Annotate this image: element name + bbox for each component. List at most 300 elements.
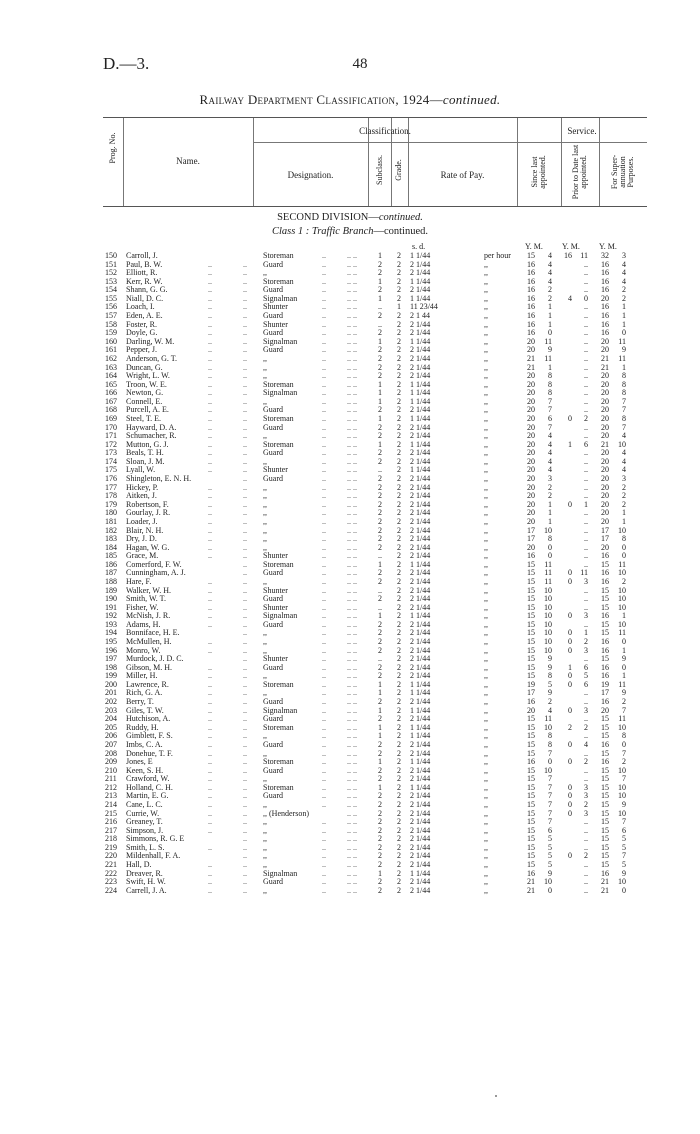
cell-subclass: 2: [378, 422, 382, 432]
cell-rate-of-pay: 2 1/44: [410, 645, 431, 655]
cell-prior-months: ..: [584, 868, 588, 878]
cell-leader-dots: .. ..: [347, 319, 357, 329]
cell-leader-dots: .. ..: [347, 662, 357, 672]
cell-since-months: 1: [548, 302, 552, 312]
header-designation: Designation.: [287, 170, 334, 180]
cell-designation: ,,: [263, 371, 267, 381]
cell-prior-months: ..: [584, 431, 588, 441]
cell-since-months: 4: [548, 465, 552, 475]
cell-prior-months: 3: [584, 808, 588, 818]
cell-since-months: 4: [548, 259, 552, 269]
cell-super-years: 16: [601, 739, 609, 749]
cell-super-months: 7: [622, 748, 626, 758]
cell-leader-dots: ..: [243, 482, 247, 492]
cell-leader-dots: .. ..: [347, 697, 357, 707]
cell-since-years: 15: [527, 594, 535, 604]
cell-grade: 2: [397, 688, 401, 698]
cell-leader-dots: ..: [322, 559, 326, 569]
cell-leader-dots: ..: [322, 456, 326, 466]
cell-subclass: 2: [378, 628, 382, 638]
cell-designation: Shunter: [263, 551, 288, 561]
cell-leader-dots: ..: [243, 302, 247, 312]
cell-prior-months: 2: [584, 722, 588, 732]
cell-grade: 2: [397, 671, 401, 681]
cell-leader-dots: ..: [208, 679, 212, 689]
cell-since-months: 4: [548, 276, 552, 286]
cell-name: Anderson, G. T.: [126, 353, 178, 363]
cell-leader-dots: ..: [208, 800, 212, 809]
cell-super-years: 15: [601, 722, 609, 732]
cell-name: Eden, A. E.: [126, 311, 163, 321]
cell-subclass: 2: [378, 259, 382, 269]
cell-leader-dots: ..: [243, 619, 247, 629]
cell-since-months: 4: [548, 705, 552, 715]
cell-prog-no: 157: [105, 311, 117, 321]
cell-leader-dots: ..: [322, 585, 326, 595]
cell-leader-dots: ..: [243, 534, 247, 544]
cell-prog-no: 201: [105, 688, 117, 698]
cell-subclass: 2: [378, 285, 382, 295]
cell-subclass: 2: [378, 851, 382, 861]
units-shillings-pence: s. d.: [412, 242, 426, 251]
cell-pay-period: ,,: [484, 860, 488, 870]
cell-leader-dots: ..: [322, 336, 326, 346]
cell-leader-dots: ..: [208, 534, 212, 544]
cell-super-years: 16: [601, 328, 609, 338]
cell-leader-dots: ..: [208, 602, 212, 612]
cell-leader-dots: .. ..: [347, 800, 357, 809]
cell-prog-no: 222: [105, 868, 117, 878]
cell-grade: 2: [397, 251, 401, 260]
cell-leader-dots: .. ..: [347, 594, 357, 604]
cell-rate-of-pay: 2 1/44: [410, 825, 431, 835]
cell-designation: Signalman: [263, 611, 298, 621]
cell-since-years: 15: [527, 637, 535, 647]
cell-since-months: 7: [548, 748, 552, 758]
cell-prog-no: 192: [105, 611, 117, 621]
cell-super-years: 17: [601, 525, 609, 535]
cell-since-months: 5: [548, 851, 552, 861]
cell-pay-period: ,,: [484, 542, 488, 552]
cell-prior-months: ..: [584, 448, 588, 458]
cell-super-years: 15: [601, 714, 609, 724]
cell-prior-months: ..: [584, 834, 588, 844]
cell-leader-dots: ..: [208, 825, 212, 835]
cell-leader-dots: ..: [208, 362, 212, 372]
cell-super-years: 20: [601, 371, 609, 381]
cell-leader-dots: ..: [208, 791, 212, 801]
cell-leader-dots: ..: [322, 782, 326, 792]
cell-since-months: 7: [548, 396, 552, 406]
cell-leader-dots: ..: [243, 379, 247, 389]
cell-prog-no: 215: [105, 808, 117, 818]
page-title: [0, 92, 700, 108]
cell-since-years: 16: [527, 551, 535, 561]
cell-leader-dots: ..: [322, 285, 326, 295]
cell-leader-dots: ..: [322, 516, 326, 526]
cell-leader-dots: ..: [208, 465, 212, 475]
cell-super-years: 15: [601, 619, 609, 629]
cell-name: Gimblett, F. S.: [126, 731, 173, 741]
cell-pay-period: ,,: [484, 808, 488, 818]
cell-pay-period: ,,: [484, 328, 488, 338]
cell-super-months: 10: [618, 585, 626, 595]
cell-pay-period: ,,: [484, 456, 488, 466]
cell-prior-months: ..: [584, 602, 588, 612]
cell-since-years: 17: [527, 525, 535, 535]
cell-prior-months: ..: [584, 877, 588, 887]
cell-super-years: 16: [601, 645, 609, 655]
cell-rate-of-pay: 2 1/44: [410, 808, 431, 818]
cell-leader-dots: ..: [322, 551, 326, 561]
cell-prog-no: 187: [105, 568, 117, 578]
cell-leader-dots: ..: [243, 800, 247, 809]
cell-leader-dots: ..: [208, 817, 212, 827]
cell-subclass: 2: [378, 534, 382, 544]
cell-prior-years: 1: [568, 439, 572, 449]
cell-rate-of-pay: 2 1/44: [410, 345, 431, 355]
cell-leader-dots: ..: [208, 731, 212, 741]
cell-name: Donehue, T. F.: [126, 748, 173, 758]
cell-leader-dots: ..: [322, 508, 326, 518]
cell-grade: 2: [397, 431, 401, 441]
cell-leader-dots: ..: [243, 413, 247, 423]
cell-pay-period: ,,: [484, 405, 488, 415]
cell-designation: ,,: [263, 800, 267, 809]
cell-designation: ,,: [263, 851, 267, 861]
cell-pay-period: ,,: [484, 885, 488, 895]
cell-designation: Guard: [263, 259, 283, 269]
cell-super-months: 2: [622, 757, 626, 767]
cell-super-months: 11: [618, 714, 626, 724]
cell-super-months: 11: [618, 336, 626, 346]
cell-designation: ,,: [263, 860, 267, 870]
cell-leader-dots: ..: [322, 731, 326, 741]
cell-pay-period: ,,: [484, 396, 488, 406]
cell-designation: ,,: [263, 628, 267, 638]
cell-name: McNish, J. R.: [126, 611, 171, 621]
cell-since-years: 16: [527, 319, 535, 329]
cell-leader-dots: ..: [322, 576, 326, 586]
cell-since-months: 5: [548, 834, 552, 844]
cell-super-months: 2: [622, 293, 626, 303]
cell-leader-dots: ..: [322, 371, 326, 381]
cell-subclass: 1: [378, 336, 382, 346]
cell-since-years: 20: [527, 516, 535, 526]
cell-grade: 2: [397, 877, 401, 887]
cell-leader-dots: ..: [208, 757, 212, 767]
cell-since-months: 0: [548, 551, 552, 561]
cell-super-months: 7: [622, 851, 626, 861]
cell-pay-period: ,,: [484, 276, 488, 286]
cell-pay-period: ,,: [484, 594, 488, 604]
page-mark: [495, 1095, 497, 1097]
cell-designation: Signalman: [263, 868, 298, 878]
cell-since-months: 8: [548, 731, 552, 741]
cell-leader-dots: ..: [243, 731, 247, 741]
cell-grade: 2: [397, 817, 401, 827]
cell-rate-of-pay: 1 1/44: [410, 293, 431, 303]
cell-prog-no: 186: [105, 559, 117, 569]
cell-leader-dots: .. ..: [347, 834, 357, 844]
cell-subclass: 2: [378, 431, 382, 441]
cell-leader-dots: ..: [208, 542, 212, 552]
header-subclass: Subclass.: [375, 155, 384, 185]
cell-leader-dots: .. ..: [347, 302, 357, 312]
cell-leader-dots: ..: [208, 491, 212, 501]
cell-since-years: 17: [527, 534, 535, 544]
cell-subclass: 2: [378, 474, 382, 484]
cell-since-months: 7: [548, 405, 552, 415]
cell-pay-period: ,,: [484, 842, 488, 852]
cell-leader-dots: ..: [322, 448, 326, 458]
cell-leader-dots: ..: [243, 422, 247, 432]
cell-leader-dots: ..: [243, 439, 247, 449]
cell-rate-of-pay: 2 1/44: [410, 268, 431, 278]
cell-pay-period: ,,: [484, 868, 488, 878]
cell-rate-of-pay: 2 1/44: [410, 637, 431, 647]
cell-since-months: 7: [548, 791, 552, 801]
cell-leader-dots: ..: [243, 817, 247, 827]
cell-prior-years: 0: [568, 705, 572, 715]
cell-super-years: 20: [601, 491, 609, 501]
cell-leader-dots: .. ..: [347, 585, 357, 595]
cell-leader-dots: .. ..: [347, 491, 357, 501]
cell-since-months: 6: [548, 825, 552, 835]
cell-leader-dots: ..: [322, 602, 326, 612]
cell-super-months: 11: [618, 353, 626, 363]
cell-grade: 1: [397, 302, 401, 312]
cell-pay-period: ,,: [484, 568, 488, 578]
title-continued: continued.: [442, 92, 501, 107]
cell-since-years: 17: [527, 688, 535, 698]
header-rate: Rate of Pay.: [440, 170, 485, 180]
cell-since-years: 20: [527, 388, 535, 398]
cell-leader-dots: ..: [322, 293, 326, 303]
cell-super-years: 20: [601, 345, 609, 355]
cell-name: Grace, M.: [126, 551, 159, 561]
cell-since-months: 4: [548, 431, 552, 441]
cell-super-years: 19: [601, 679, 609, 689]
cell-leader-dots: ..: [322, 439, 326, 449]
cell-name: Berry, T.: [126, 697, 154, 707]
cell-rate-of-pay: 2 1 44: [410, 311, 430, 321]
cell-leader-dots: ..: [243, 774, 247, 784]
cell-since-months: 5: [548, 860, 552, 870]
cell-subclass: 2: [378, 353, 382, 363]
cell-prog-no: 200: [105, 679, 117, 689]
cell-leader-dots: ..: [243, 739, 247, 749]
cell-rate-of-pay: 1 1/44: [410, 465, 431, 475]
cell-leader-dots: ..: [322, 542, 326, 552]
cell-since-months: 10: [544, 877, 552, 887]
cell-leader-dots: ..: [243, 714, 247, 724]
cell-prior-months: ..: [584, 748, 588, 758]
cell-since-months: 10: [544, 611, 552, 621]
cell-super-months: 11: [618, 559, 626, 569]
cell-super-years: 20: [601, 499, 609, 509]
cell-designation: ,,: [263, 688, 267, 698]
cell-pay-period: ,,: [484, 448, 488, 458]
cell-since-years: 21: [527, 353, 535, 363]
cell-since-years: 20: [527, 413, 535, 423]
cell-leader-dots: ..: [322, 697, 326, 707]
cell-pay-period: ,,: [484, 551, 488, 561]
cell-since-years: 16: [527, 302, 535, 312]
cell-leader-dots: .. ..: [347, 825, 357, 835]
cell-super-months: 1: [622, 671, 626, 681]
cell-pay-period: ,,: [484, 714, 488, 724]
cell-super-months: 1: [622, 362, 626, 372]
cell-prog-no: 179: [105, 499, 117, 509]
cell-designation: Shunter: [263, 302, 288, 312]
cell-subclass: 2: [378, 765, 382, 775]
cell-designation: Storeman: [263, 276, 294, 286]
cell-leader-dots: ..: [208, 782, 212, 792]
cell-leader-dots: ..: [322, 860, 326, 870]
cell-leader-dots: ..: [243, 662, 247, 672]
cell-grade: 2: [397, 697, 401, 707]
cell-leader-dots: .. ..: [347, 311, 357, 321]
cell-since-months: 10: [544, 594, 552, 604]
cell-since-months: 9: [548, 654, 552, 664]
cell-leader-dots: .. ..: [347, 293, 357, 303]
cell-pay-period: ,,: [484, 800, 488, 809]
cell-prior-months: ..: [584, 885, 588, 895]
cell-prior-years: 0: [568, 568, 572, 578]
cell-name: Lyall, W.: [126, 465, 156, 475]
cell-prior-months: ..: [584, 654, 588, 664]
cell-prog-no: 154: [105, 285, 117, 295]
cell-prior-years: 0: [568, 628, 572, 638]
cell-super-years: 20: [601, 396, 609, 406]
cell-leader-dots: ..: [322, 405, 326, 415]
cell-grade: 2: [397, 516, 401, 526]
cell-rate-of-pay: 2 1/44: [410, 542, 431, 552]
cell-name: Steel, T. E.: [126, 413, 162, 423]
header-grade: Grade.: [394, 159, 403, 181]
cell-name: Cane, L. C.: [126, 800, 163, 809]
cell-leader-dots: ..: [243, 594, 247, 604]
cell-prior-months: ..: [584, 542, 588, 552]
cell-prior-months: ..: [584, 697, 588, 707]
cell-pay-period: ,,: [484, 508, 488, 518]
cell-since-years: 15: [527, 739, 535, 749]
cell-rate-of-pay: 2 1/44: [410, 353, 431, 363]
cell-prog-no: 203: [105, 705, 117, 715]
cell-designation: ,,: [263, 731, 267, 741]
cell-super-years: 20: [601, 705, 609, 715]
cell-since-months: 8: [548, 379, 552, 389]
cell-super-years: 16: [601, 757, 609, 767]
cell-grade: 2: [397, 259, 401, 269]
cell-leader-dots: .. ..: [347, 611, 357, 621]
cell-designation: Storeman: [263, 722, 294, 732]
cell-rate-of-pay: 2 1/44: [410, 619, 431, 629]
cell-prior-months: ..: [584, 319, 588, 329]
cell-leader-dots: ..: [322, 671, 326, 681]
cell-rate-of-pay: 2 1/44: [410, 791, 431, 801]
cell-rate-of-pay: 2 1/44: [410, 405, 431, 415]
cell-prior-years: 0: [568, 791, 572, 801]
cell-leader-dots: ..: [243, 568, 247, 578]
table-row: [0, 887, 700, 896]
cell-name: Bonniface, H. E.: [126, 628, 180, 638]
cell-name: Doyle, G.: [126, 328, 158, 338]
cell-prior-years: 1: [568, 662, 572, 672]
cell-super-months: 1: [622, 311, 626, 321]
cell-grade: 2: [397, 885, 401, 895]
cell-prior-years: 0: [568, 611, 572, 621]
cell-grade: 2: [397, 594, 401, 604]
cell-designation: Shunter: [263, 585, 288, 595]
cell-leader-dots: ..: [322, 851, 326, 861]
cell-leader-dots: ..: [208, 431, 212, 441]
cell-rate-of-pay: 2 1/44: [410, 800, 431, 809]
cell-super-years: 15: [601, 817, 609, 827]
cell-leader-dots: ..: [243, 585, 247, 595]
cell-prog-no: 160: [105, 336, 117, 346]
cell-prior-years: 2: [568, 722, 572, 732]
cell-since-months: 10: [544, 602, 552, 612]
cell-designation: ,,: [263, 774, 267, 784]
cell-grade: 2: [397, 465, 401, 475]
cell-since-years: 16: [527, 311, 535, 321]
cell-name: Hutchison, A.: [126, 714, 171, 724]
cell-prior-months: ..: [584, 842, 588, 852]
cell-rate-of-pay: 2 1/44: [410, 259, 431, 269]
cell-rate-of-pay: 2 1/44: [410, 456, 431, 466]
table-body: [0, 252, 700, 895]
cell-leader-dots: ..: [208, 697, 212, 707]
cell-rate-of-pay: 1 1/44: [410, 611, 431, 621]
cell-name: Loader, J.: [126, 516, 158, 526]
cell-rate-of-pay: 1 1/44: [410, 396, 431, 406]
cell-leader-dots: ..: [208, 482, 212, 492]
cell-prog-no: 175: [105, 465, 117, 475]
cell-leader-dots: ..: [208, 276, 212, 286]
cell-grade: 2: [397, 491, 401, 501]
cell-prog-no: 205: [105, 722, 117, 732]
cell-super-years: 16: [601, 311, 609, 321]
cell-prog-no: 219: [105, 842, 117, 852]
cell-grade: 2: [397, 293, 401, 303]
cell-since-months: 10: [544, 585, 552, 595]
cell-super-months: 7: [622, 705, 626, 715]
cell-leader-dots: .. ..: [347, 885, 357, 895]
cell-designation: ,,: [263, 431, 267, 441]
cell-rate-of-pay: 2 1/44: [410, 834, 431, 844]
cell-super-months: 10: [618, 808, 626, 818]
cell-designation: ,,: [263, 825, 267, 835]
cell-rate-of-pay: 2 1/44: [410, 654, 431, 664]
units-prior-to: Y. M.: [562, 242, 580, 251]
cell-prior-years: 0: [568, 576, 572, 586]
cell-leader-dots: .. ..: [347, 757, 357, 767]
cell-prior-months: ..: [584, 379, 588, 389]
cell-leader-dots: ..: [322, 628, 326, 638]
cell-leader-dots: .. ..: [347, 448, 357, 458]
cell-leader-dots: ..: [322, 748, 326, 758]
cell-prior-months: ..: [584, 774, 588, 784]
cell-prog-no: 169: [105, 413, 117, 423]
cell-pay-period: ,,: [484, 757, 488, 767]
cell-leader-dots: .. ..: [347, 842, 357, 852]
units-since-last: Y. M.: [525, 242, 543, 251]
cell-subclass: 1: [378, 868, 382, 878]
cell-pay-period: ,,: [484, 559, 488, 569]
cell-subclass: 2: [378, 328, 382, 338]
